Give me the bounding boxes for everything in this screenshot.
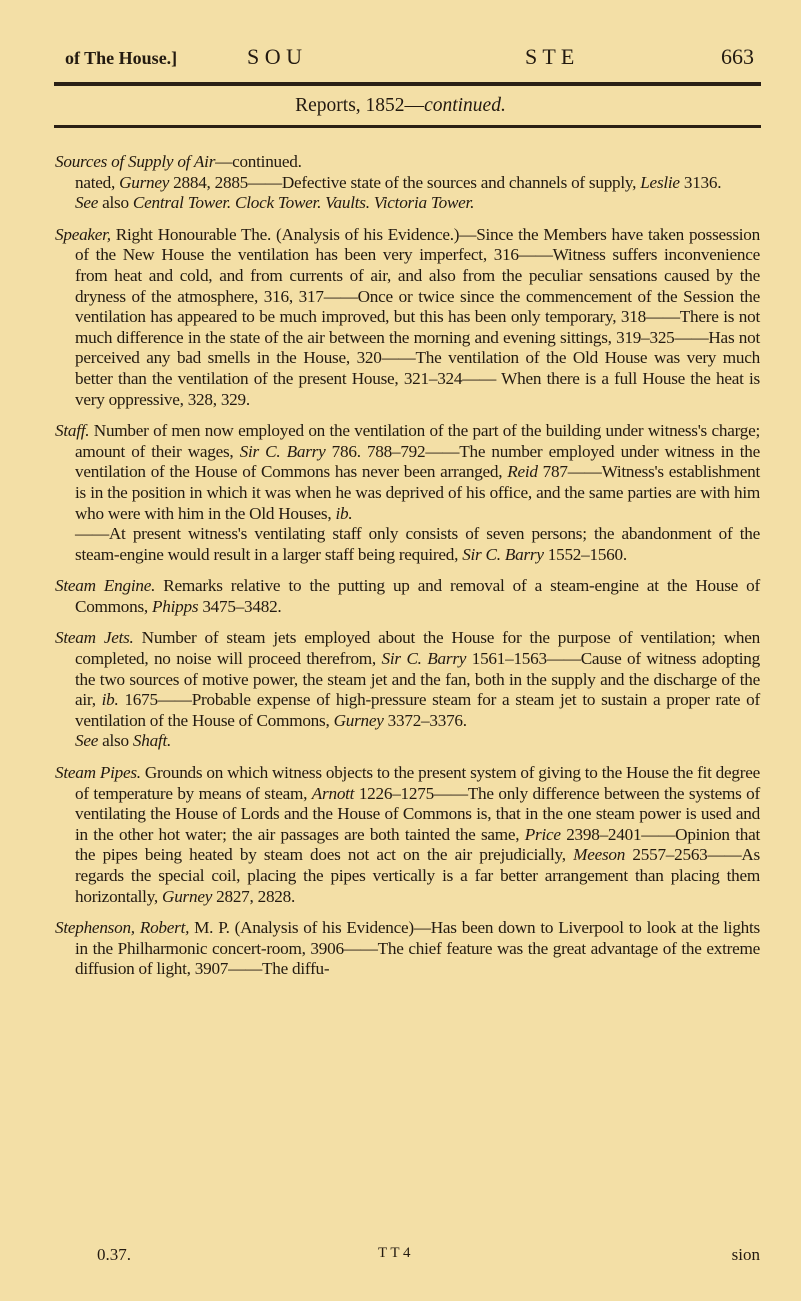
entry-text: also [98, 193, 133, 213]
italic-text: Sir C. Barry [381, 649, 467, 669]
entry-text: 3372–3376. [383, 710, 467, 730]
running-header [55, 44, 760, 74]
entry-text: 2827, 2828. [212, 886, 296, 906]
entry-text: Number of steam jets employed about the House for the purpose of ventilation; when completed, no noise will proceed therefrom, [75, 628, 760, 669]
italic-text: Leslie [640, 172, 680, 192]
italic-text: Shaft. [132, 731, 172, 751]
subtitle-text: Reports, 1852— [295, 95, 425, 116]
index-entry [55, 628, 760, 731]
entry-text: —continued. [215, 152, 302, 171]
entry-text: 1552–1560. [543, 544, 627, 564]
italic-text: See [75, 193, 99, 213]
entry-text: 1226–1275——The only difference between the systems of ventilating the House of Lords and the House of Commons is, that in the one steam power is used and in the other hot water; the air passages are both tainted the same, [75, 783, 761, 844]
italic-text: ib. [335, 503, 353, 523]
index-entry [55, 731, 760, 752]
header-left: of The House.] [65, 48, 178, 68]
italic-text: Sources of Supply of Air [55, 152, 216, 171]
entry-text: Remarks relative to the putting up and removal of a steam-engine at the House of Commons, [75, 576, 760, 616]
italic-text: Meeson [573, 845, 626, 865]
italic-text: Arnott [311, 783, 355, 803]
entry-text: Grounds on which witness objects to the present system of giving to the House the fit degree of temperature by means of steam, [75, 763, 760, 803]
header-rule [54, 82, 761, 86]
index-entry [55, 763, 760, 907]
catchword: sion [731, 1245, 760, 1264]
subtitle-rule [54, 125, 761, 128]
entry-text: 1561–1563——Cause of witness adopting the two sources of motive power, the steam jet and the fan, both in the supply and the discharge of the air, [75, 649, 760, 710]
entry-text: ——At present witness's ventilating staff only consists of seven persons; the abandonment of the steam-engine would result in a larger staff being required, [75, 524, 760, 564]
signature-mark: T T 4 [378, 1245, 411, 1261]
entry-text: 787——Witness's establishment is in the position in which it was when he was deprived of his office, and the same parties are with him who were with him in the Old Houses, [75, 462, 761, 523]
section-subtitle [0, 95, 801, 117]
index-entry [55, 193, 760, 214]
italic-text: Central Tower. Clock Tower. Vaults. Victoria Tower. [132, 193, 475, 213]
index-entry [55, 173, 760, 194]
entry-text: 2557–2563——As regards the special coil, placing the pipes vertically is a far better arrangement than placing them horizontally, [75, 845, 760, 906]
header-last-word: S T E [525, 44, 575, 69]
entry-text: 3475–3482. [198, 596, 282, 616]
italic-text: Reid [507, 462, 538, 482]
italic-text: See [75, 731, 99, 751]
subtitle-italic: continued. [424, 95, 506, 116]
entry-text: 1675——Probable expense of high-pressure steam for a steam jet to sustain a proper rate of ventilation of the House of Commons, [75, 690, 760, 730]
italic-text: Gurney [119, 172, 170, 192]
italic-text: Steam Jets. [55, 628, 134, 648]
index-entry [55, 524, 760, 565]
entry-text: M. P. (Analysis of his Evidence)—Has been down to Liverpool to look at the lights in the Philharmonic concert-room, 3906——The chief feature was the great advantage of the extreme diffusion of light, 3907——The diffu- [75, 918, 760, 979]
header-first-word: S O U [247, 44, 303, 69]
index-entry [55, 918, 760, 980]
italic-text: Phipps [152, 596, 199, 616]
italic-text: ib. [101, 690, 119, 710]
italic-text: Sir C. Barry [239, 441, 326, 461]
italic-text: Speaker, [55, 224, 111, 244]
italic-text: Stephenson, Robert, [55, 918, 190, 938]
italic-text: Gurney [162, 886, 213, 906]
entry-text: 786. 788–792——The number employed under witness in the ventilation of the House of Commons has never been arranged, [75, 441, 760, 482]
entry-text: 2884, 2885——Defective state of the sources and channels of supply, [169, 172, 641, 192]
entry-text: nated, [75, 172, 120, 192]
italic-text: Gurney [333, 710, 384, 730]
index-entry [55, 421, 760, 524]
italic-text: Price [524, 824, 561, 844]
footer-left: 0.37. [97, 1245, 131, 1264]
index-entry [55, 576, 760, 617]
entry-text: also [98, 731, 133, 751]
entry-text: 2398–2401——Opinion that the pipes being heated by steam does not act on the air prejudicially, [75, 824, 760, 865]
italic-text: Steam Pipes. [55, 763, 141, 783]
index-body [55, 152, 760, 991]
index-entry [55, 152, 760, 173]
italic-text: Sir C. Barry [462, 544, 544, 564]
italic-text: Steam Engine. [55, 576, 156, 596]
entry-text: 3136. [679, 172, 722, 192]
page-number: 663 [721, 44, 754, 69]
italic-text: Staff. [55, 421, 90, 441]
index-entry [55, 225, 760, 410]
entry-text: Right Honourable The. (Analysis of his Evidence.)—Since the Members have taken possession of the New House the ventilation has been very imperfect, 316——Witness suffers inconvenience from heat and cold, and from currents of air, and also from the peculiar sensations caused by the dryness of the atmosphere, 316, 317——Once or twice since the commencement of the Session the ventilation has appeared to be much improved, but this has been only temporary, 318——There is not much difference in the state of the air between the morning and evening sittings, 319–325——Has not perceived any bad smells in the House, 320——The ventilation of the Old House was very much better than the ventilation of the present House, 321–324—— When there is a full House the heat is very oppressive, 328, 329. [75, 224, 760, 409]
entry-text: Number of men now employed on the ventilation of the part of the building under witness's charge; amount of their wages, [75, 421, 760, 461]
